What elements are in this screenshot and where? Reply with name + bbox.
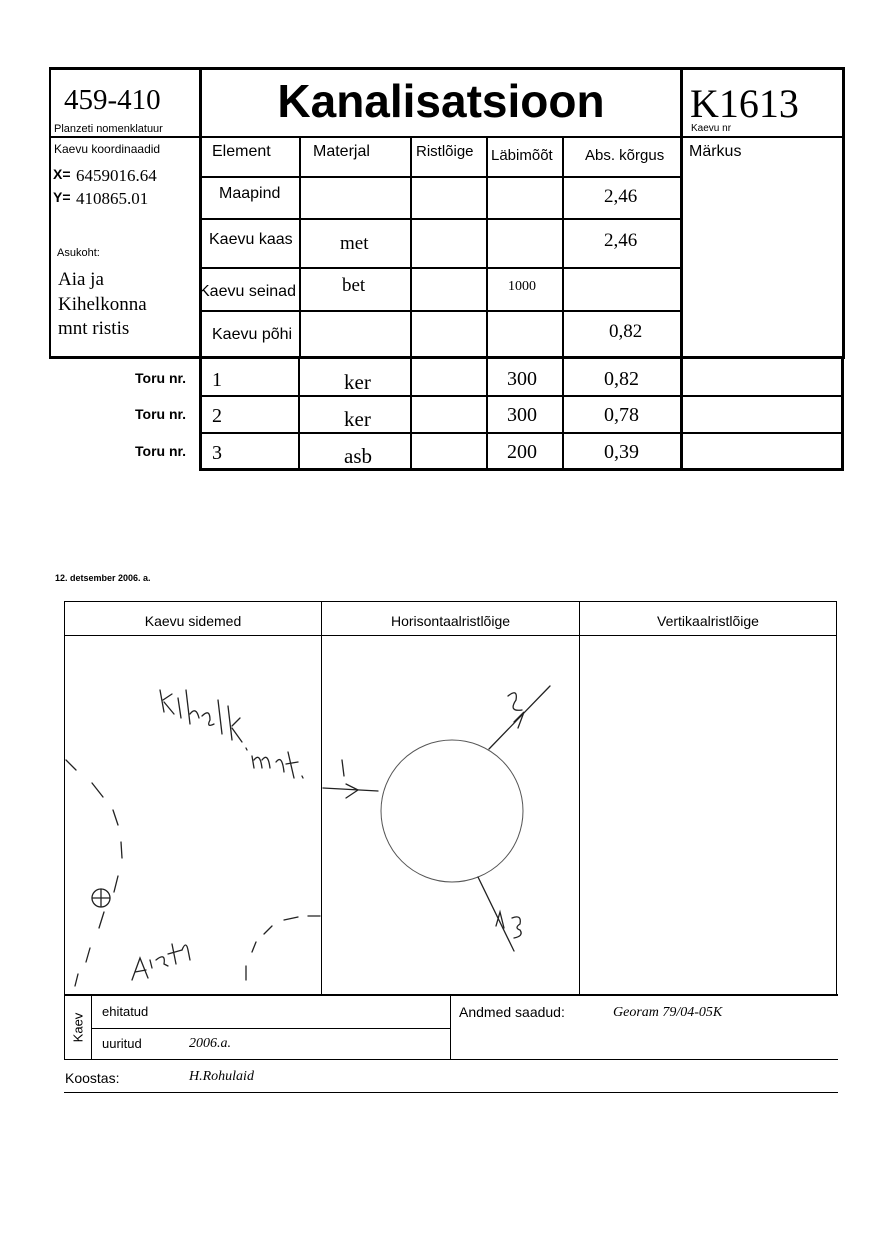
- pipe-number-1: 1: [212, 369, 222, 391]
- row-material-lid: met: [340, 233, 369, 254]
- document-date: 12. detsember 2006. a.: [55, 573, 151, 583]
- pipe-diameter-2: 300: [507, 404, 537, 426]
- panel-title-connections: Kaevu sidemed: [144, 613, 242, 629]
- x-coord-label: X=: [53, 166, 71, 182]
- pipe-label-1: Toru nr.: [135, 370, 187, 386]
- data-source-label: Andmed saadud:: [459, 1004, 565, 1020]
- row-element-walls: Kaevu seinad: [199, 283, 296, 300]
- row-element-lid: Kaevu kaas: [209, 231, 293, 248]
- kaev-label: Kaev: [70, 1012, 86, 1043]
- row-element-bottom: Kaevu põhi: [212, 326, 293, 343]
- well-symbol-icon: [92, 889, 110, 907]
- x-coord-value: 6459016.64: [76, 166, 157, 185]
- pipe-diameter-3: 200: [507, 441, 537, 463]
- coords-label: Kaevu koordinaadid: [54, 142, 161, 156]
- row-height-bottom: 0,82: [609, 321, 643, 342]
- pipe-number-2: 2: [212, 405, 222, 427]
- data-source-value: Georam 79/04-05K: [613, 1005, 723, 1020]
- nomenclature-label: Planzeti nomenklatuur: [54, 123, 163, 135]
- inspected-label: uuritud: [102, 1036, 142, 1051]
- pipe-3-line: [478, 877, 521, 951]
- pipe-height-3: 0,39: [604, 441, 639, 463]
- row-height-ground: 2,46: [604, 186, 638, 207]
- location-line-2: Kihelkonna: [58, 294, 147, 315]
- nomenclature-value: 459-410: [64, 84, 161, 116]
- pipe-height-1: 0,82: [604, 368, 639, 390]
- pipe-material-2: ker: [344, 407, 371, 431]
- page-title: Kanalisatsioon: [277, 75, 605, 127]
- compiled-by-value: H.Rohulaid: [189, 1069, 254, 1084]
- col-header-material: Materjal: [313, 143, 370, 160]
- location-label: Asukoht:: [57, 247, 100, 259]
- y-coord-label: Y=: [53, 189, 71, 205]
- built-label: ehitatud: [102, 1004, 149, 1019]
- pipe-2-line: [489, 686, 550, 749]
- panel-title-horizontal: Horisontaalristlõige: [390, 613, 511, 629]
- y-coord-value: 410865.01: [76, 189, 149, 208]
- row-element-ground: Maapind: [219, 185, 281, 202]
- row-material-walls: bet: [342, 275, 366, 296]
- col-header-height: Abs. kõrgus: [585, 147, 665, 164]
- col-header-remark: Märkus: [689, 143, 742, 160]
- pipe-diameter-1: 300: [507, 368, 537, 390]
- location-line-1: Aia ja: [58, 269, 104, 290]
- handwritten-street-names: [132, 690, 303, 980]
- well-cross-section: [381, 740, 523, 882]
- compiled-by-label: Koostas:: [65, 1070, 120, 1086]
- panel-title-vertical: Vertikaalristlõige: [657, 613, 759, 629]
- location-line-3: mnt ristis: [58, 318, 130, 339]
- pipe-material-1: ker: [344, 370, 371, 394]
- pipe-1-line: [323, 760, 378, 798]
- inspected-value: 2006.a.: [189, 1036, 231, 1051]
- col-header-diameter: Läbimõõt: [491, 147, 553, 164]
- pipe-number-3: 3: [212, 442, 222, 464]
- pipe-material-3: asb: [344, 444, 372, 468]
- row-diameter-walls: 1000: [508, 279, 536, 294]
- pipe-label-2: Toru nr.: [135, 406, 187, 422]
- col-header-cross-section: Ristlõige: [416, 143, 474, 160]
- well-number-label: Kaevu nr: [691, 123, 732, 134]
- well-number-value: K1613: [690, 81, 799, 126]
- pipe-label-3: Toru nr.: [135, 443, 187, 459]
- row-height-lid: 2,46: [604, 230, 638, 251]
- street-curves: [66, 760, 320, 986]
- col-header-element: Element: [212, 143, 271, 160]
- pipe-height-2: 0,78: [604, 404, 639, 426]
